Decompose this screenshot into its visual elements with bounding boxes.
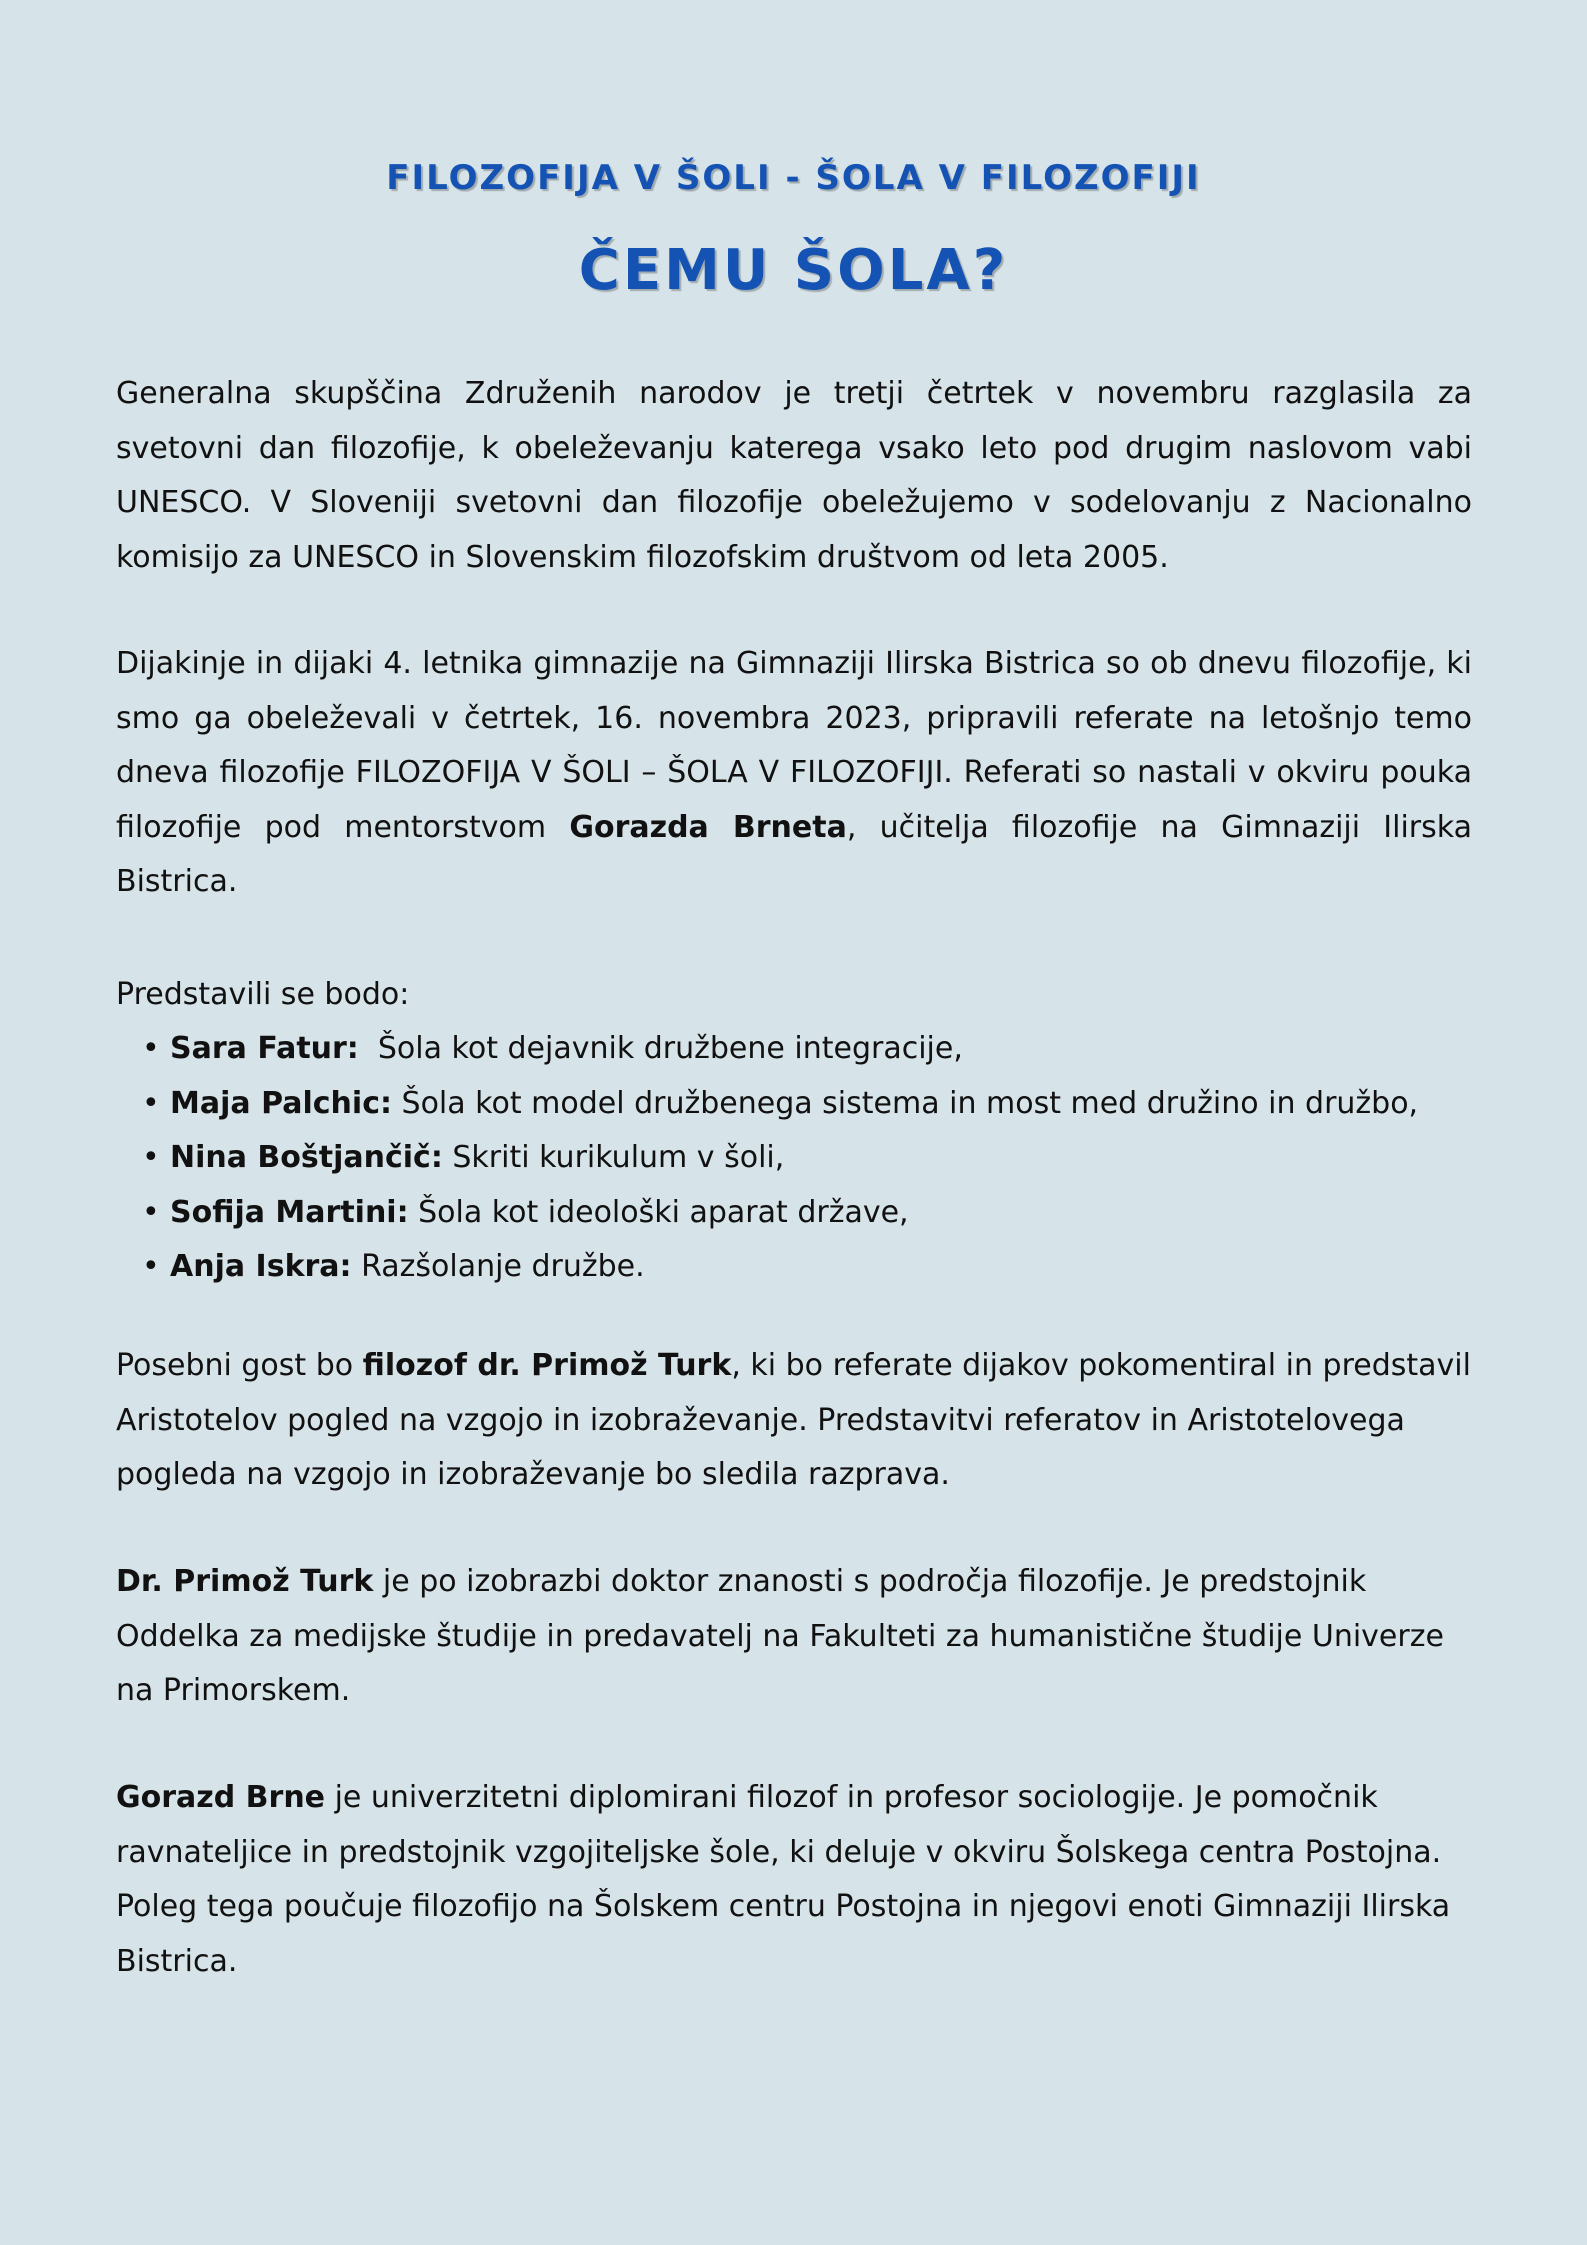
presenter-topic: Šola kot dejavnik družbene integracije, [358,1031,963,1066]
event-subtitle: FILOZOFIJA V ŠOLI - ŠOLA V FILOZOFIJI [386,158,1201,198]
mentor-bio-name: Gorazd Brne [116,1780,326,1815]
guest-text-start: Posebni gost bo [116,1348,363,1383]
bullet-icon: • [142,1140,160,1175]
list-item [142,1022,1570,1077]
mentor-bio-text: je univerzitetni diplomirani filozof in profesor sociologije. Je pomočnik ravnateljice in predstojnik vzgojiteljske šole, ki deluje v okviru Šolskega centra Postojna. Poleg tega poučuje filozofijo na Šolskem centru Postojna in njegovi enoti Gimnaziji Ilirska Bistrica. [116,1780,1451,1979]
presenters-list [116,1022,1570,1295]
students-text-start: Dijakinje in dijaki 4. letnika gimnazije na Gimnaziji Ilirska Bistrica so ob dnevu filozofije, ki smo ga obeleževali v četrtek, 16. novembra 2023, pripravili referate na letošnjo temo dneva filozofije FILOZOFIJA V ŠOLI – ŠOLA V FILOZOFIJI. Referati so nastali v okviru pouka filozofije pod mentorstvom [116,646,1472,845]
presenter-name: Maja Palchic: [170,1085,392,1121]
presenter-topic: Razšolanje družbe. [351,1249,645,1284]
presenters-intro: Predstavili se bodo: [116,977,410,1012]
guest-bio-name: Dr. Primož Turk [116,1564,374,1599]
list-item [142,1131,1570,1186]
presenter-name: Nina Boštjančič: [170,1140,443,1175]
guest-paragraph [116,1339,1472,1503]
list-item [142,1077,1570,1132]
guest-name: filozof dr. Primož Turk [362,1348,732,1383]
guest-bio-paragraph [116,1555,1472,1719]
presenter-topic: Šola kot model družbenega sistema in most med družino in družbo, [391,1085,1419,1121]
bullet-icon: • [142,1085,160,1121]
bullet-icon: • [142,1249,160,1284]
bullet-icon: • [142,1194,160,1230]
students-paragraph [116,637,1472,910]
guest-bio-text: je po izobrazbi doktor znanosti s področja filozofije. Je predstojnik Oddelka za medijske študije in predavatelj na Fakulteti za humanistične študije Univerze na Primorskem. [116,1564,1444,1708]
page-title: ČEMU ŠOLA? [578,238,1009,303]
bullet-icon: • [142,1031,160,1066]
students-text-end: , učitelja filozofije na Gimnaziji Ilirska Bistrica. [116,809,1472,899]
presenter-topic: Skriti kurikulum v šoli, [442,1140,785,1175]
presenter-topic: Šola kot ideološki aparat države, [408,1194,909,1230]
list-item [142,1240,1570,1295]
presenter-name: Sara Fatur: [170,1031,359,1066]
mentor-name: Gorazda Brneta [569,809,847,845]
presenter-name: Sofija Martini: [170,1194,409,1230]
guest-text-end: , ki bo referate dijakov pokomentiral in predstavil Aristotelov pogled na vzgojo in izobraževanje. Predstavitvi referatov in Aristotelovega pogleda na vzgojo in izobraževanje bo sledila razprava. [116,1348,1471,1492]
mentor-bio-paragraph [116,1771,1472,1989]
intro-paragraph: Generalna skupščina Združenih narodov je tretji četrtek v novembru razglasila za svetovni dan filozofije, k obeleževanju katerega vsako leto pod drugim naslovom vabi UNESCO. V Sloveniji svetovni dan filozofije obeležujemo v sodelovanju z Nacionalno komisijo za UNESCO in Slovenskim filozofskim društvom od leta 2005. [116,376,1472,575]
presenter-name: Anja Iskra: [170,1249,352,1284]
list-item [142,1186,1570,1241]
